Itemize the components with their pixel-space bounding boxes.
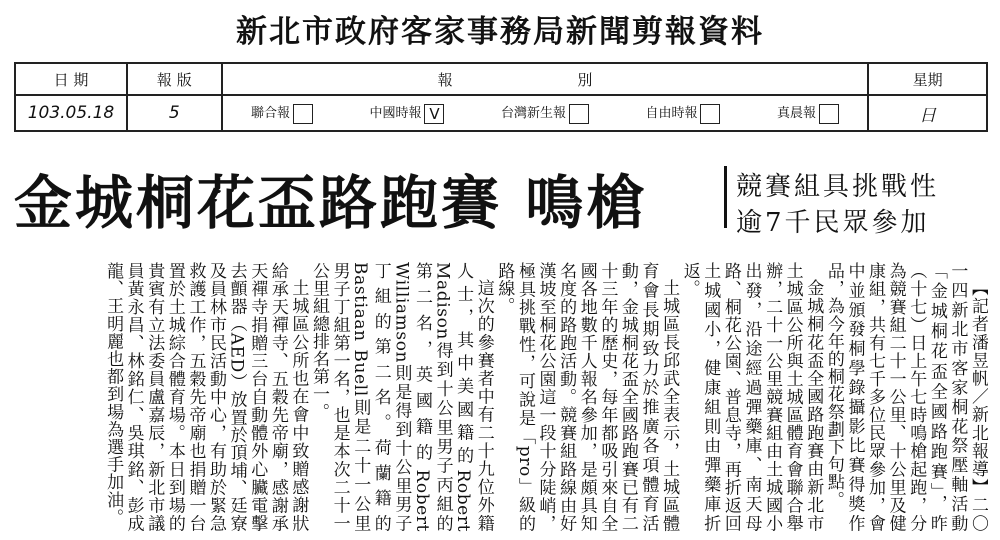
- paper-options: [222, 95, 869, 131]
- checkbox-empty-icon: [293, 104, 313, 124]
- article-paragraph: 土城區公所也在會中致贈感謝狀給承天禪寺、五穀先帝廟，感謝承天禪寺捐贈三台自動體外心臟電擊去顫器（AED）放置於頂埔、廷寮及員林市民活動中心，有助於緊急救護工作，五穀先帝廟也捐贈一台置於土城綜合體育場。本日到場的貴賓有立法委員盧嘉辰，新北市議員黃永昌、林銘仁、吳琪銘、彭成龍、王明麗也都到場為選手加油。: [103, 262, 309, 532]
- edition-label: 報 版: [127, 63, 222, 95]
- weekday-label: 星期: [868, 63, 987, 95]
- edition-value: 5: [127, 95, 222, 131]
- clipping-info-table: [14, 62, 988, 132]
- article-subheadline-1: 競賽組具挑戰性: [736, 172, 940, 202]
- article-paragraph: 這次的參賽者中有二十九位外籍人士，其中美國籍的Robert Madison得到十公里男子丙組的第二名，英國籍的Robert Williamson則是得到十公里男子丁組的第二名。荷蘭籍的Bastiaan Buell則是二十一公里男子丁組第一名，也是本次二十一公里組總排名第一。: [309, 262, 494, 532]
- date-value: 103.05.18: [15, 95, 127, 131]
- article-subheadline-2: 逾7千民眾參加: [736, 208, 930, 238]
- article-body: [22, 262, 988, 532]
- headline-divider: [724, 166, 727, 228]
- article-paragraph: 土城區長邱武全表示，土城區體育會長期致力於推廣各項體育活動，金城桐花盃全國路跑賽已有二十三年的歷史，每年都吸引來自全國各地數千人報名參加，是頗具知名度的路跑活動。競賽組路線由好漢坡至桐花公園這一段十分陡峭，極具挑戰性，可說是「pro」級的路線。: [494, 262, 680, 532]
- paper-option-udn: 聯合報: [251, 102, 313, 124]
- checkbox-checked-icon: V: [424, 104, 444, 124]
- checkbox-empty-icon: [819, 104, 839, 124]
- paper-option-tsn: 台灣新生報: [501, 102, 589, 124]
- paper-option-chinatimes: 中國時報 V: [369, 102, 444, 124]
- article-headline: 金城桐花盃路跑賽 鳴槍: [14, 169, 648, 237]
- weekday-value: 日: [868, 95, 987, 131]
- paper-option-ltn: 自由時報: [645, 102, 720, 124]
- paper-label: 報 別: [222, 63, 869, 95]
- article-paragraph: 【記者潘昱帆／新北報導】二〇一四新北市客家桐花祭壓軸活動「金城桐花盃全國路跑賽」，昨（十七）日上午七時鳴槍起跑，分為競賽組二十一公里、十公里及健康組，共有七千多位民眾參加，會中並頒發桐學錄攝影比賽得獎作品，為今年的桐花祭劃下句點。: [823, 262, 988, 532]
- clipping-header-title: 新北市政府客家事務局新聞剪報資料: [236, 14, 764, 50]
- date-label: 日 期: [15, 63, 127, 95]
- paper-option-zhenchen: 真晨報: [777, 102, 839, 124]
- checkbox-empty-icon: [569, 104, 589, 124]
- checkbox-empty-icon: [700, 104, 720, 124]
- article-paragraph: 金城桐花盃全國路跑賽由新北市土城區公所與土城區體育會聯合舉辦，二十一公里競賽組由土城國小出發，沿途經過彈藥庫、南天母路、桐花公園、普息寺，再折返回土城國小，健康組則由彈藥庫折返。: [679, 262, 824, 532]
